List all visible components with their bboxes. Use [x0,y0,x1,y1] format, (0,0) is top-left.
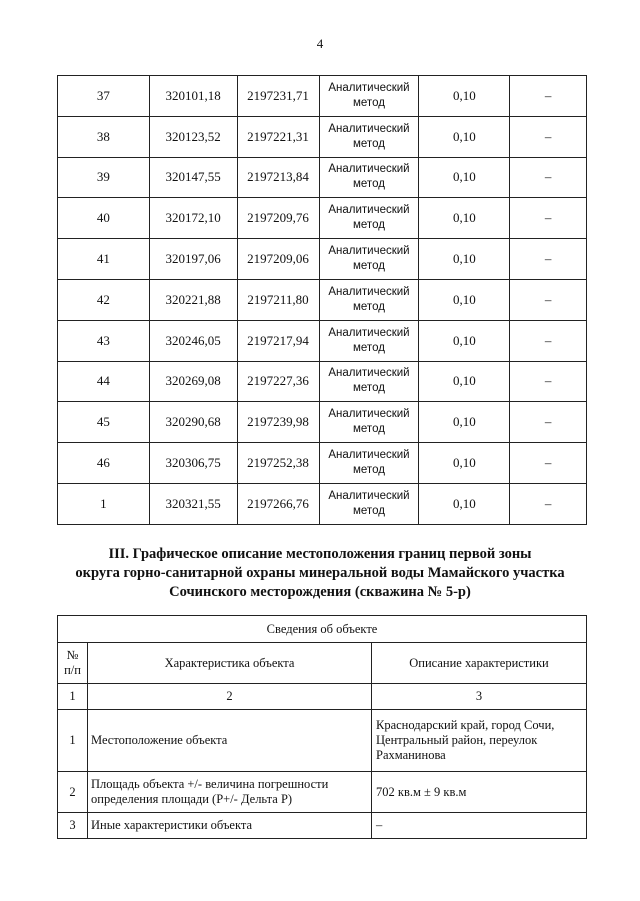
coordinate-row [58,76,587,117]
x-coordinate: 320147,55 [149,157,237,198]
error-value: 0,10 [419,402,510,443]
section-heading-line-3: Сочинского месторождения (скважина № 5-р) [169,584,471,600]
method-cell [319,483,419,524]
coordinate-row [58,483,587,524]
header-number-line-2: п/п [64,663,81,677]
note: – [510,483,587,524]
method-line-2: метод [353,178,385,191]
method-text [328,448,409,478]
method-line-2: метод [353,137,385,150]
note: – [510,279,587,320]
point-number: 40 [58,198,150,239]
method-line-2: метод [353,341,385,354]
header-description: Описание характеристики [372,643,587,684]
x-coordinate: 320306,75 [149,443,237,484]
header-number-cell [58,643,88,684]
method-cell [319,361,419,402]
row-number: 1 [58,710,88,772]
coordinate-row [58,320,587,361]
coordinate-row [58,239,587,280]
method-text [328,203,409,233]
object-location-value [372,710,587,772]
error-value: 0,10 [419,198,510,239]
note: – [510,402,587,443]
method-text [328,489,409,519]
point-number: 1 [58,483,150,524]
method-cell [319,320,419,361]
area-label-line-2: определения площади (Р+/- Дельта Р) [91,792,293,806]
point-number: 41 [58,239,150,280]
note: – [510,443,587,484]
method-line-1: Аналитический [328,367,410,380]
point-number: 39 [58,157,150,198]
error-value: 0,10 [419,320,510,361]
x-coordinate: 320221,88 [149,279,237,320]
x-coordinate: 320246,05 [149,320,237,361]
column-number-1: 1 [58,684,88,710]
location-line-1: Краснодарский край, город Сочи, [376,718,555,732]
x-coordinate: 320172,10 [149,198,237,239]
coordinate-row [58,361,587,402]
area-label-line-1: Площадь объекта +/- величина погрешности [91,777,329,791]
y-coordinate: 2197211,80 [237,279,319,320]
method-cell [319,116,419,157]
y-coordinate: 2197266,76 [237,483,319,524]
y-coordinate: 2197221,31 [237,116,319,157]
method-line-1: Аналитический [328,245,410,258]
error-value: 0,10 [419,116,510,157]
note: – [510,361,587,402]
header-number-line-1: № [66,648,79,662]
error-value: 0,10 [419,157,510,198]
method-cell [319,239,419,280]
point-number: 44 [58,361,150,402]
method-line-1: Аналитический [328,163,410,176]
method-text [328,244,409,274]
y-coordinate: 2197239,98 [237,402,319,443]
other-characteristics-label: Иные характеристики объекта [88,813,372,839]
coordinate-row [58,279,587,320]
method-line-2: метод [353,96,385,109]
row-number: 2 [58,772,88,813]
method-text [328,326,409,356]
method-line-2: метод [353,382,385,395]
header-characteristic: Характеристика объекта [88,643,372,684]
method-line-2: метод [353,504,385,517]
note: – [510,239,587,280]
coordinate-row [58,116,587,157]
point-number: 43 [58,320,150,361]
error-value: 0,10 [419,361,510,402]
error-value: 0,10 [419,279,510,320]
error-value: 0,10 [419,483,510,524]
method-line-2: метод [353,464,385,477]
method-line-1: Аналитический [328,449,410,462]
coordinate-row [58,198,587,239]
x-coordinate: 320197,06 [149,239,237,280]
error-value: 0,10 [419,239,510,280]
object-info-caption: Сведения об объекте [58,616,587,643]
point-number: 42 [58,279,150,320]
note: – [510,76,587,117]
table-row [58,813,587,839]
x-coordinate: 320321,55 [149,483,237,524]
point-number: 38 [58,116,150,157]
coordinate-row [58,443,587,484]
table-row [58,772,587,813]
method-line-1: Аналитический [328,489,410,502]
coordinate-row [58,157,587,198]
note: – [510,320,587,361]
column-number-3: 3 [372,684,587,710]
method-cell [319,402,419,443]
method-text [328,162,409,192]
y-coordinate: 2197227,36 [237,361,319,402]
method-line-1: Аналитический [328,285,410,298]
x-coordinate: 320123,52 [149,116,237,157]
boundary-coordinates-table [57,75,587,525]
method-line-2: метод [353,423,385,436]
y-coordinate: 2197252,38 [237,443,319,484]
object-area-value: 702 кв.м ± 9 кв.м [372,772,587,813]
note: – [510,198,587,239]
note: – [510,157,587,198]
object-info-table [57,615,587,839]
y-coordinate: 2197217,94 [237,320,319,361]
method-text [328,285,409,315]
method-cell [319,198,419,239]
point-number: 46 [58,443,150,484]
method-line-1: Аналитический [328,122,410,135]
column-number-2: 2 [88,684,372,710]
method-text [328,81,409,111]
method-text [328,407,409,437]
x-coordinate: 320269,08 [149,361,237,402]
coordinate-row [58,402,587,443]
method-cell [319,443,419,484]
method-text [328,366,409,396]
method-text [328,122,409,152]
method-line-2: метод [353,300,385,313]
x-coordinate: 320101,18 [149,76,237,117]
row-number: 3 [58,813,88,839]
location-line-3: Рахманинова [376,748,446,762]
method-line-1: Аналитический [328,81,410,94]
method-line-2: метод [353,219,385,232]
method-cell [319,279,419,320]
page-number: 4 [316,36,324,51]
x-coordinate: 320290,68 [149,402,237,443]
method-line-1: Аналитический [328,326,410,339]
y-coordinate: 2197209,06 [237,239,319,280]
point-number: 45 [58,402,150,443]
y-coordinate: 2197231,71 [237,76,319,117]
y-coordinate: 2197209,76 [237,198,319,239]
other-characteristics-value: – [372,813,587,839]
method-cell [319,157,419,198]
object-location-label: Местоположение объекта [88,710,372,772]
section-heading-line-1: III. Графическое описание местоположения границ первой зоны [108,546,532,562]
note: – [510,116,587,157]
error-value: 0,10 [419,443,510,484]
method-cell [319,76,419,117]
y-coordinate: 2197213,84 [237,157,319,198]
point-number: 37 [58,76,150,117]
location-line-2: Центральный район, переулок [376,733,538,747]
error-value: 0,10 [419,76,510,117]
method-line-2: метод [353,260,385,273]
method-line-1: Аналитический [328,408,410,421]
section-heading-line-2: округа горно-санитарной охраны минеральной воды Мамайского участка [75,565,565,581]
table-row [58,710,587,772]
object-area-label [88,772,372,813]
section-heading [40,545,600,602]
method-line-1: Аналитический [328,204,410,217]
